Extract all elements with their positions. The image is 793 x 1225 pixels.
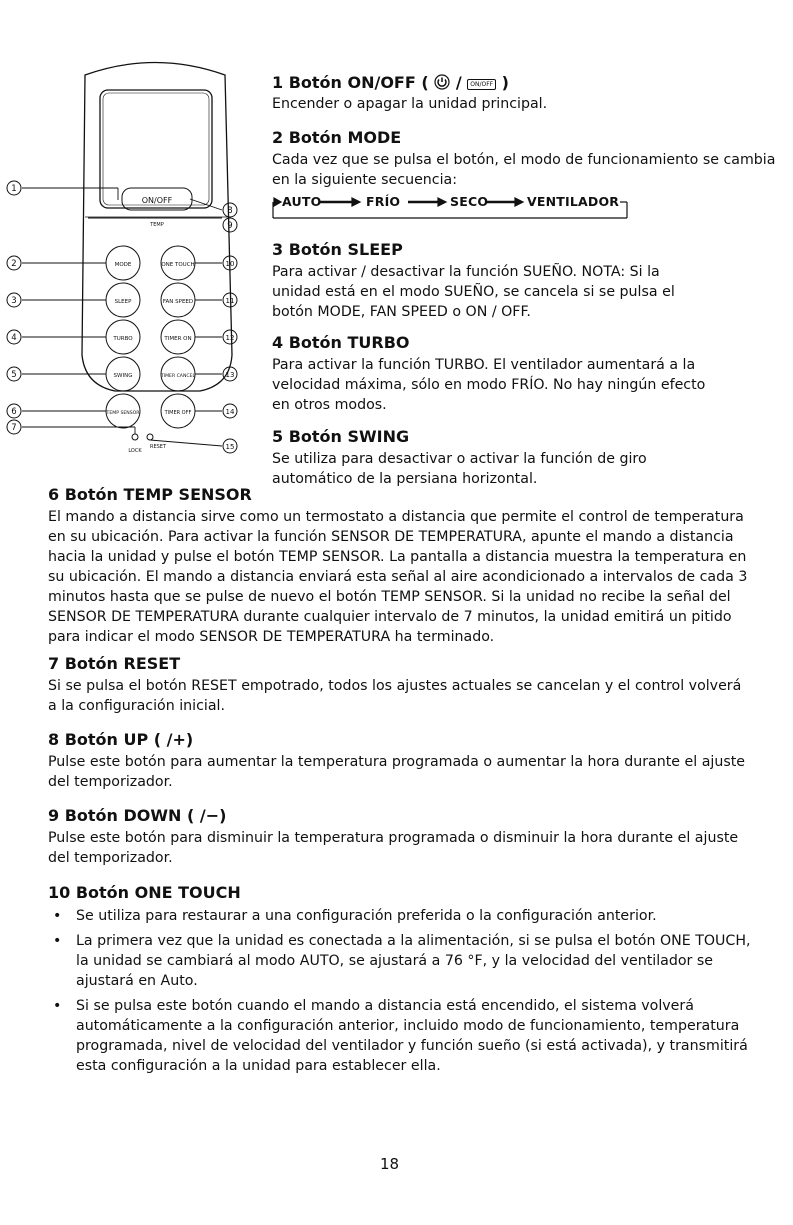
section-9-body: Pulse este botón para disminuir la temperatura programada o disminuir la hora durante el ajuste del temporizador. <box>48 830 739 866</box>
remote-lock-label: LOCK <box>128 448 142 454</box>
callout-1: 1 <box>11 184 17 194</box>
section-10-bullets <box>48 906 760 1081</box>
callout-15: 15 <box>225 443 235 451</box>
section-8-title: 8 Botón UP ( /+) <box>48 730 194 749</box>
callout-10: 10 <box>225 260 235 268</box>
power-icon <box>434 74 450 90</box>
remote-control-illustration <box>0 55 260 495</box>
remote-button-turbo: TURBO <box>113 336 133 342</box>
page-number: 18 <box>380 1155 400 1173</box>
section-2-title: 2 Botón MODE <box>272 128 402 147</box>
section-3-title: 3 Botón SLEEP <box>272 240 403 259</box>
callout-4: 4 <box>11 333 17 343</box>
callout-8: 8 <box>227 206 233 216</box>
callout-7: 7 <box>11 423 17 433</box>
section-10-title: 10 Botón ONE TOUCH <box>48 883 241 902</box>
section-8-body: Pulse este botón para aumentar la temperatura programada o aumentar la hora durante el ajuste del temporizador. <box>48 754 746 790</box>
remote-button-fan-speed: FAN SPEED <box>162 299 194 305</box>
remote-button-sleep: SLEEP <box>114 299 132 305</box>
callout-11: 11 <box>225 297 235 305</box>
section-7-title: 7 Botón RESET <box>48 654 181 673</box>
remote-temp-label: TEMP <box>150 222 164 228</box>
mode-sequence <box>272 193 652 225</box>
sequence-frio: FRÍO <box>366 194 401 209</box>
callout-13: 13 <box>225 371 235 379</box>
section-6-body: El mando a distancia sirve como un termostato a distancia que permite el control de temperatura en su ubicación. Para activar la función SENSOR DE TEMPERATURA, apunte el mando a distancia hacia la unidad y pulse el botón TEMP SENSOR. La pantalla a distancia muestra la temperatura en su ubicación. El mando a distancia enviará esta señal al aire acondicionado a intervalos de cada 3 minutos hasta que se pulse de nuevo el botón TEMP SENSOR. Si la unidad no recibe la señal del SENSOR DE TEMPERATURA durante cualquier intervalo de 7 minutos, la unidad emitirá un pitido para indicar el modo SENSOR DE TEMPERATURA ha terminado. <box>48 509 748 645</box>
sequence-ventilador: VENTILADOR <box>527 194 620 209</box>
remote-reset-label: RESET <box>149 444 167 450</box>
remote-button-temp-sensor: TEMP SENSOR <box>106 411 140 416</box>
section-2-body: Cada vez que se pulsa el botón, el modo de funcionamiento se cambia en la siguiente secuencia: <box>272 152 776 188</box>
section-9-title: 9 Botón DOWN ( /−) <box>48 806 227 825</box>
remote-onoff-label: ON/OFF <box>141 196 173 205</box>
list-item: • La primera vez que la unidad es conectada a la alimentación, si se pulsa el botón ONE TOUCH, la unidad se cambiará al modo AUTO, se ajustará a 76 °F, y la velocidad del ventilador se ajustará en Auto. <box>48 931 760 991</box>
callout-2: 2 <box>11 259 17 269</box>
callout-14: 14 <box>225 408 235 416</box>
section-1-title: 1 Botón ON/OFF ( / ON/OFF ) <box>272 73 509 92</box>
section-7-body: Si se pulsa el botón RESET empotrado, todos los ajustes actuales se cancelan y el control volverá a la configuración inicial. <box>48 678 742 714</box>
callout-3: 3 <box>11 296 17 306</box>
remote-button-timer-cancel: TIMER CANCEL <box>160 374 196 379</box>
sequence-seco: SECO <box>450 194 489 209</box>
callout-12: 12 <box>225 334 235 342</box>
section-4-body: Para activar la función TURBO. El ventilador aumentará a la velocidad máxima, sólo en modo FRÍO. No hay ningún efecto en otros modos. <box>272 357 706 413</box>
section-4-title: 4 Botón TURBO <box>272 333 410 352</box>
callout-9: 9 <box>227 221 233 231</box>
remote-button-timer-off: TIMER OFF <box>164 410 192 416</box>
callout-5: 5 <box>11 370 17 380</box>
remote-button-one-touch: ONE TOUCH <box>161 262 195 268</box>
section-6-title: 6 Botón TEMP SENSOR <box>48 485 252 504</box>
sequence-auto: AUTO <box>282 194 322 209</box>
section-1-body: Encender o apagar la unidad principal. <box>272 96 548 112</box>
remote-button-timer-on: TIMER ON <box>164 336 192 342</box>
list-item: • Se utiliza para restaurar a una configuración preferida o la configuración anterior. <box>48 906 760 926</box>
section-3-body: Para activar / desactivar la función SUEÑO. NOTA: Si la unidad está en el modo SUEÑO, se cancela si se pulsa el botón MODE, FAN SPEED o ON / OFF. <box>272 264 675 320</box>
section-5-body: Se utiliza para desactivar o activar la función de giro automático de la persiana horizontal. <box>272 451 647 487</box>
onoff-key-icon: ON/OFF <box>467 79 496 90</box>
callout-6: 6 <box>11 407 17 417</box>
remote-button-swing: SWING <box>113 373 133 379</box>
remote-button-mode: MODE <box>114 262 132 268</box>
section-5-title: 5 Botón SWING <box>272 427 410 446</box>
list-item: • Si se pulsa este botón cuando el mando a distancia está encendido, el sistema volverá automáticamente a la configuración anterior, incluido modo de funcionamiento, temperatura programada, nivel de velocidad del ventilador y función sueño (si está activada), y transmitirá esta configuración a la unidad para establecer ella. <box>48 996 760 1076</box>
